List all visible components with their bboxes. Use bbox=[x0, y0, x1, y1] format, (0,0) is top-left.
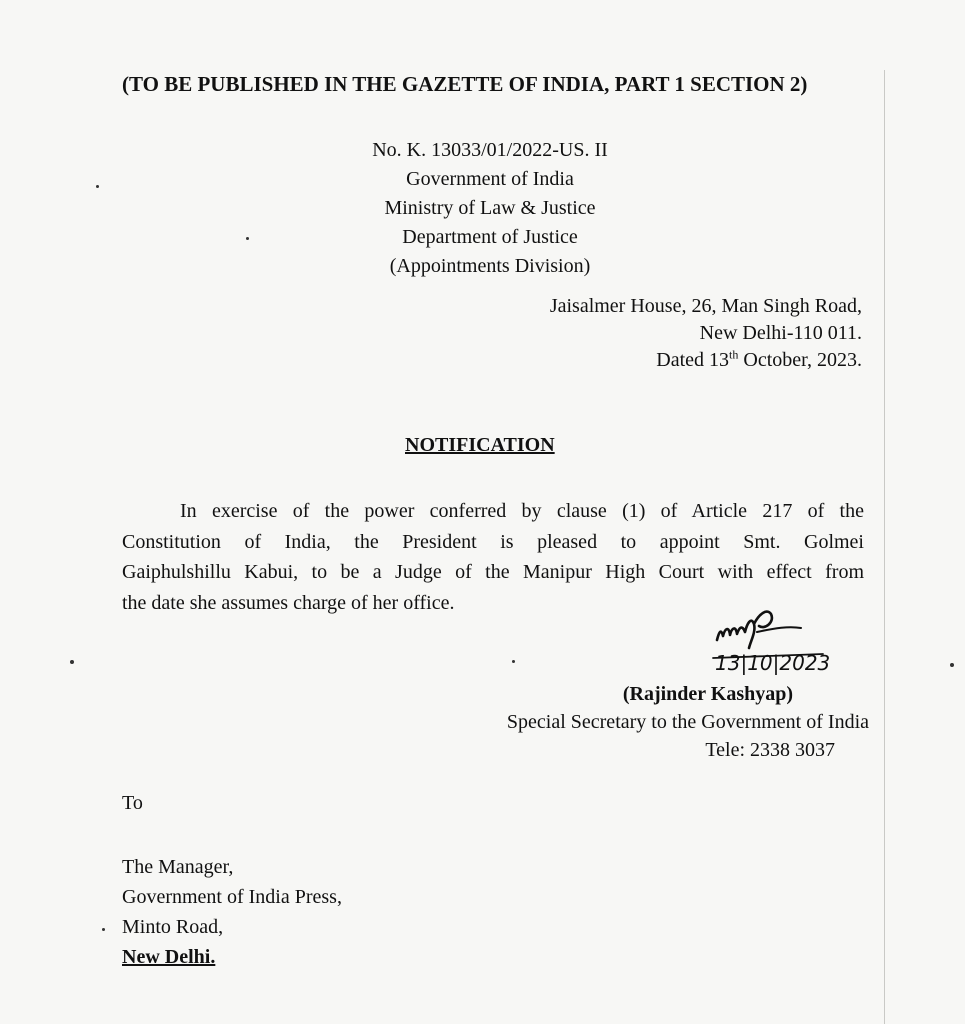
recipient-line-1: The Manager, bbox=[122, 856, 234, 878]
recipient-city: New Delhi. bbox=[122, 946, 216, 968]
body-line: Gaiphulshillu Kabui, to be a Judge of the Manipur High Court with effect from bbox=[122, 561, 864, 583]
division-line: (Appointments Division) bbox=[389, 255, 591, 277]
signer-name: (Rajinder Kashyap) bbox=[622, 683, 794, 705]
signer-telephone: Tele: 2338 3037 bbox=[705, 739, 835, 761]
address-line-1: Jaisalmer House, 26, Man Singh Road, bbox=[549, 295, 862, 317]
scan-speck bbox=[950, 663, 954, 667]
to-label: To bbox=[122, 792, 143, 814]
address-block bbox=[550, 293, 862, 374]
handwritten-date: 13|10|2023 bbox=[715, 651, 831, 675]
scan-speck bbox=[70, 660, 74, 664]
handwritten-signature bbox=[705, 598, 855, 678]
scan-speck bbox=[102, 928, 105, 931]
reference-block bbox=[290, 136, 690, 281]
recipient-address bbox=[122, 852, 342, 972]
body-line: Constitution of India, the President is pleased to appoint Smt. Golmei bbox=[122, 530, 864, 553]
date-line bbox=[550, 347, 862, 374]
address-line-2: New Delhi-110 011. bbox=[699, 322, 862, 344]
date-suffix: October, 2023. bbox=[738, 349, 862, 371]
recipient-line-2: Government of India Press, bbox=[122, 886, 342, 908]
gazette-header: (TO BE PUBLISHED IN THE GAZETTE OF INDIA, PART 1 SECTION 2) bbox=[122, 72, 808, 96]
scan-speck bbox=[512, 660, 515, 663]
scan-speck bbox=[96, 185, 99, 188]
department-line: Department of Justice bbox=[402, 226, 578, 248]
body-line: In exercise of the power conferred by clause (1) of Article 217 of the bbox=[180, 500, 864, 522]
recipient-line-3: Minto Road, bbox=[122, 916, 224, 938]
page-edge-line bbox=[884, 70, 885, 1024]
notification-title: NOTIFICATION bbox=[405, 434, 555, 456]
reference-number: No. K. 13033/01/2022-US. II bbox=[372, 139, 608, 161]
government-line: Government of India bbox=[406, 168, 574, 190]
body-line: the date she assumes charge of her office. bbox=[122, 591, 455, 614]
date-prefix: Dated 13 bbox=[656, 349, 730, 371]
signer-designation: Special Secretary to the Government of India bbox=[506, 711, 869, 733]
date-superscript: th bbox=[729, 347, 739, 362]
ministry-line: Ministry of Law & Justice bbox=[384, 197, 596, 219]
scan-speck bbox=[246, 237, 249, 240]
signer-block bbox=[507, 680, 869, 764]
